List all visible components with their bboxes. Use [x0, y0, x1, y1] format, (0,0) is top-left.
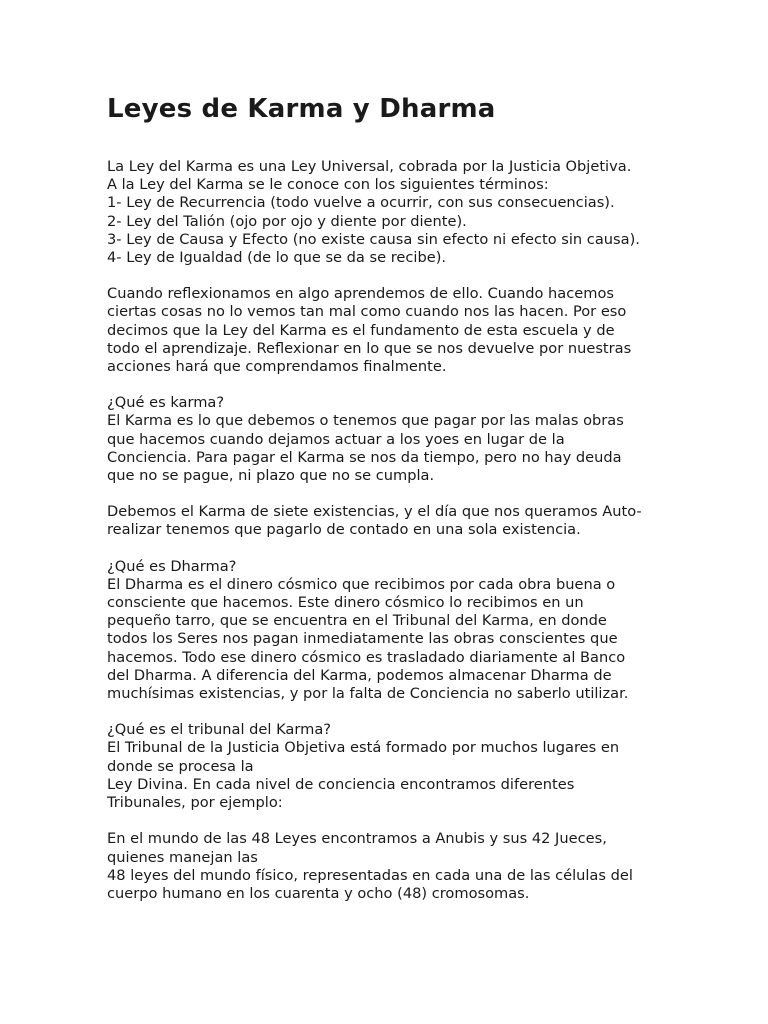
text-line: ciertas cosas no lo vemos tan mal como cuando nos las hacen. Por eso — [107, 303, 627, 321]
text-line: El Dharma es el dinero cósmico que recibimos por cada obra buena o — [107, 575, 616, 593]
text-line: todos los Seres nos pagan inmediatamente las obras conscientes que — [107, 630, 618, 648]
text-line: donde se procesa la — [107, 757, 254, 775]
text-line: 48 leyes del mundo físico, representadas en cada una de las células del — [107, 866, 633, 884]
text-line: El Tribunal de la Justicia Objetiva está formado por muchos lugares en — [107, 739, 620, 757]
paragraph-karma-intro — [107, 158, 667, 267]
text-line: muchísimas existencias, y por la falta de Conciencia no saberlo utilizar. — [107, 685, 629, 703]
paragraph-tribunal — [107, 721, 667, 812]
text-line: 3- Ley de Causa y Efecto (no existe causa sin efecto ni efecto sin causa). — [107, 230, 640, 248]
text-line: Conciencia. Para pagar el Karma se nos da tiempo, pero no hay deuda — [107, 448, 622, 466]
text-line: que no se pague, ni plazo que no se cumpla. — [107, 467, 435, 485]
text-line: ¿Qué es karma? — [107, 394, 225, 412]
paragraph-what-is-dharma — [107, 558, 667, 704]
text-line: Debemos el Karma de siete existencias, y el día que nos queramos Auto- — [107, 503, 642, 521]
text-line: quienes manejan las — [107, 848, 258, 866]
text-line: ¿Qué es el tribunal del Karma? — [107, 721, 332, 739]
text-line: 1- Ley de Recurrencia (todo vuelve a ocurrir, con sus consecuencias). — [107, 194, 615, 212]
text-line: decimos que la Ley del Karma es el fundamento de esta escuela y de — [107, 321, 615, 339]
text-line: La Ley del Karma es una Ley Universal, cobrada por la Justicia Objetiva. — [107, 158, 632, 175]
text-line: realizar tenemos que pagarlo de contado en una sola existencia. — [107, 521, 581, 539]
document-page — [107, 92, 667, 921]
text-line: consciente que hacemos. Este dinero cósmico lo recibimos en un — [107, 594, 584, 612]
text-line: El Karma es lo que debemos o tenemos que pagar por las malas obras — [107, 412, 624, 430]
text-line: que hacemos cuando dejamos actuar a los yoes en lugar de la — [107, 430, 565, 448]
document-title: Leyes de Karma y Dharma — [107, 94, 496, 124]
text-line: 4- Ley de Igualdad (de lo que se da se recibe). — [107, 249, 447, 267]
paragraph-seven-existences — [107, 503, 667, 539]
paragraph-what-is-karma — [107, 394, 667, 485]
text-line: 2- Ley del Talión (ojo por ojo y diente por diente). — [107, 212, 467, 230]
paragraph-reflection — [107, 285, 667, 376]
text-line: acciones hará que comprendamos finalmente. — [107, 358, 447, 376]
text-line: cuerpo humano en los cuarenta y ocho (48) cromosomas. — [107, 884, 530, 902]
text-line: Tribunales, por ejemplo: — [107, 794, 283, 812]
text-line: Cuando reflexionamos en algo aprendemos de ello. Cuando hacemos — [107, 285, 614, 303]
text-line: todo el aprendizaje. Reflexionar en lo que se nos devuelve por nuestras — [107, 339, 632, 357]
text-line: En el mundo de las 48 Leyes encontramos a Anubis y sus 42 Jueces, — [107, 830, 607, 848]
text-line: hacemos. Todo ese dinero cósmico es trasladado diariamente al Banco — [107, 648, 626, 666]
paragraph-48-laws — [107, 830, 667, 903]
text-line: A la Ley del Karma se le conoce con los siguientes términos: — [107, 176, 549, 194]
text-line: Ley Divina. En cada nivel de conciencia encontramos diferentes — [107, 775, 575, 793]
text-line: pequeño tarro, que se encuentra en el Tribunal del Karma, en donde — [107, 612, 607, 630]
text-line: del Dharma. A diferencia del Karma, podemos almacenar Dharma de — [107, 666, 612, 684]
text-line: ¿Qué es Dharma? — [107, 557, 237, 575]
